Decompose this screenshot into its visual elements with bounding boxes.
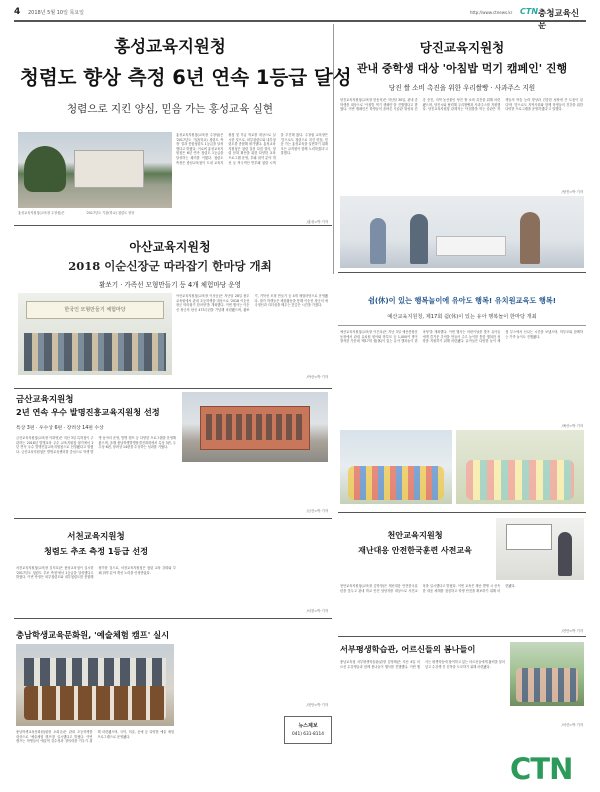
photo-caption: 홍성교육지원청(교육장 주창섭)은 [18, 211, 65, 215]
tipline-number[interactable]: 041) 631-8114 [292, 732, 324, 737]
kids-photo [340, 430, 452, 504]
photo-screen [506, 524, 552, 550]
photo-tree [24, 146, 66, 192]
tipline-box [284, 716, 332, 744]
page-header [14, 6, 586, 31]
section-rule [338, 636, 586, 637]
article-photo [340, 196, 584, 268]
article-body: 충남교육청 서부평생학습관(관장 김영태)은 지난 4일 어르신 수강생들과 함께 봄나들이 행사를 진행했다. 이번 행사는 평생학습에 참여하고 있는 어르신들에게 활력을 불어넣고 수강생 간 친목을 도모하기 위해 마련됐다. [340, 660, 505, 669]
footer-logo-text: CTN [510, 752, 573, 786]
site-url[interactable]: http://www.ctnews.kr [470, 10, 513, 15]
article-headline: 2018 이순신장군 따라잡기 한마당 개최 [68, 259, 272, 273]
section-rule [338, 512, 586, 513]
article-kicker: 홍성교육지원청 [114, 37, 226, 56]
article-photo [18, 293, 172, 375]
article-body: 홍성교육지원청(교육장 주창섭)은 '2017년도 기관(학교) 청렴도 측정' 결과 종합청렴도 1등급을 달성했다고 밝혔다. 이로써 홍성교육지원청은 6년 연속 청렴도 1등급을 달성하는 쾌거를 이뤘다. 청렴도 측정은 충남교육청이 도내 교육지원청 및 각급 학교를 대상으로 실시한 것으로, 외부청렴도와 내부청렴도를 종합해 평가했다. 홍성교육지원청은 청렴 실천 다짐 결의, 청렴 문화 확산을 위한 다양한 교육 프로그램 운영, 부패 취약 분야 개선 등 적극적인 반부패 청렴 시책을 추진해 왔다. 주창섭 교육장은 '앞으로도 청렴으로 지킨 양심, 믿음 가는 홍성교육을 실현하기 위해 모든 교직원이 함께 노력하겠다'고 말했다. [176, 133, 328, 165]
article-body: 서천교육지원청(교육장 김지호)은 충남교육청이 실시한 '2017년도 청렴도 추조 측정'에서 1등급을 달성했다고 밝혔다. 이번 측정은 외부청렴도와 내부청렴도를 종합해 평가한 것으로, 서천교육지원청은 청렴 교육 강화와 부패 취약 분야 개선 노력을 인정받았다. [16, 566, 176, 580]
article-body: 예산교육지원청(교육장 이은옥)은 지난 3일 예산종합운동장에서 관내 유치원 원아와 학부모 등 1,000여 명이 참석한 가운데 '제17회 쉼(休)이 있는 유아 행복놀이 한마당'을 개최했다. 이번 행사는 어린이날을 맞아 유아들에게 즐거운 추억을 만들어 주고 놀이를 통한 행복한 성장을 지원하기 위해 마련됐다. 유아들은 다양한 놀이 체험 부스에서 신나는 시간을 보냈으며, 학부모와 함께하는 가족 놀이도 진행됐다. [340, 330, 583, 344]
article-body: 금산교육지원청(교육장 이화영)은 지난 3일 특허청이 주관하는 2018년 발명교육 우수 교육지원청 평가에서 2년 연속 우수 발명진흥교육지원청으로 선정됐다고 밝혔다. 금산교육지원청은 발명교육센터를 중심으로 학생 발명 동아리 운영, 발명 캠프 등 다양한 프로그램을 운영해 왔으며, 올해 충남학생발명품경진대회에서 특상 3편, 우수상 6편, 장려상 14편을 수상하는 성과를 거뒀다. [16, 436, 176, 454]
article-credit: /예산=박 기자 [561, 424, 583, 428]
paper-name: 충청교육신문 [538, 9, 580, 31]
article-photo [510, 642, 584, 706]
article-body: 천안교육지원청(교육장 김학영)은 재난대응 안전한국훈련을 앞두고 관내 학교 안전 담당자를 대상으로 사전교육을 실시했다고 밝혔다. 이번 교육은 재난 발생 시 신속한 대응 체계를 점검하고 학생 안전을 확보하기 위해 마련됐다. [340, 584, 516, 593]
article-headline: 청렴도 향상 측정 6년 연속 1등급 달성 [20, 66, 352, 89]
photo-group [516, 668, 578, 702]
photo-table [436, 236, 506, 256]
article-subhead: 활쏘기 · 가족선 모형만들기 등 4개 체험마당 운영 [99, 281, 241, 289]
article-credit: /홍성=박 기자 [306, 220, 328, 224]
column-divider [333, 24, 334, 274]
article-headline: 청렴도 추조 측정 1등급 선정 [43, 546, 149, 556]
photo-banner: 한국인 모형만들기 체험마당 [26, 301, 164, 319]
article-subhead: 당진 쌀 소비 촉진을 위한 우리쌀빵 · 사과주스 지원 [388, 84, 536, 92]
article-credit: /금산=박 기자 [306, 509, 328, 513]
article-body: 당진교육지원청(교육장 한동석)은 지난달 30일, 관내 중학생을 대상으로 '아침밥 먹기 캠페인'을 진행했다고 밝혔다. 이번 캠페인은 학생들의 올바른 식습관 형성과 건강 증진, 지역 농산물인 당진 쌀 소비 촉진을 위해 마련됐으며, 당진시와 협력해 우리쌀빵과 사과주스를 지원했다. 당진교육지원청 관계자는 '아침밥을 먹는 습관은 학생들의 학습 능력 향상과 건강한 성장에 큰 도움이 된다'며 '앞으로도 지역사회와 함께 학생들의 건강을 위한 다양한 프로그램을 운영하겠다'고 말했다. [340, 98, 583, 112]
photo-windows [206, 414, 304, 440]
header-rule [14, 20, 586, 22]
photo-crowd [24, 333, 166, 371]
photo-presenter [558, 532, 572, 576]
article-subhead: 청렴으로 지킨 양심, 믿음 가는 홍성교육 실현 [67, 103, 273, 115]
photo-person [410, 214, 428, 264]
article-credit: /서산=박 기자 [561, 723, 583, 727]
article-photo [18, 132, 172, 208]
article-photo [182, 392, 328, 462]
header-logo: CTN [520, 7, 539, 16]
photo-drums [24, 686, 166, 720]
article-headline: 재난대응 안전한국훈련 사전교육 [358, 546, 472, 555]
article-body: 아산교육지원청(교육장 이상공)은 지난달 28일 충무교육원에서 관내 초등학생을 대상으로 '2018 이순신장군 따라잡기 한마당'을 개최했다. 이번 행사는 이순신 장군의 탄신 473주년을 기념해 마련됐으며, 활쏘기, 거북선 모형 만들기 등 4개 체험마당으로 운영됐다. 참가 학생들은 체험활동을 통해 이순신 장군의 애국정신과 리더십을 배우는 뜻깊은 시간을 가졌다. [176, 294, 328, 312]
article-body-right [182, 466, 328, 506]
article-headline: 서부평생학습관, 어르신들의 봄나들이 [340, 644, 476, 654]
kids-photo-2 [456, 430, 584, 504]
article-subhead: 특상 3편 · 우수상 6편 · 장려상 14편 수상 [16, 426, 104, 431]
article-headline: 충남학생교육문화원, '예술체험 캠프' 실시 [16, 630, 170, 640]
article-credit: /당진=박 기자 [561, 190, 583, 194]
article-kicker: 서천교육지원청 [67, 532, 125, 542]
article-credit: /천안=박 기자 [561, 629, 583, 633]
section-rule [14, 618, 332, 619]
photo-children [348, 466, 444, 500]
photo-person [520, 212, 540, 264]
section-rule [14, 518, 332, 519]
footer-logo [510, 752, 590, 788]
article-kicker: 당진교육지원청 [419, 40, 505, 55]
photo-person [370, 218, 386, 264]
article-kicker: 천안교육지원청 [387, 530, 443, 540]
tipline-label: 뉴스제보 [298, 723, 318, 729]
issue-date: 2018년 5월 10일 목요일 [28, 10, 85, 16]
photo-students [24, 658, 166, 686]
section-rule [14, 388, 332, 389]
article-kicker: 금산교육지원청 [16, 395, 74, 405]
page-number: 4 [14, 7, 21, 17]
article-headline: 쉼(休)이 있는 행복놀이에 유아도 행복! 유치원교육도 행복! [367, 296, 557, 305]
headline-rule [338, 272, 586, 273]
article-credit: /서천=박 기자 [306, 609, 328, 613]
article-photo [496, 518, 584, 580]
photo-caption-right: '2017년도 기관(학교) 청렴도 향상 [86, 211, 135, 215]
article-credit: /아산=박 기자 [306, 375, 328, 379]
article-credit: /천안=박 기자 [306, 703, 328, 707]
photo-children [466, 460, 574, 500]
article-subhead: 예산교육지원청, 제17회 쉼(休)이 있는 유아 행복놀이 한마당 개최 [387, 314, 537, 320]
subhead-rule [338, 325, 586, 326]
photo-building [74, 150, 144, 188]
article-headline: 관내 중학생 대상 '아침밥 먹기 캠페인' 진행 [356, 62, 568, 75]
article-headline: 2년 연속 우수 발명진흥교육지원청 선정 [16, 407, 160, 417]
article-body-right [182, 530, 328, 600]
article-photo [16, 644, 174, 726]
article-body: 충남학생교육문화원(원장 오희규)은 관내 초등학생을 대상으로 '예술체험 캠프'를 실시했다고 밝혔다. 이번 캠프는 학생들의 예술적 감수성과 창의력을 키우기 위해 마련됐으며, 국악, 미술, 공예 등 다양한 예술 체험 프로그램으로 운영됐다. [16, 730, 174, 744]
section-rule [14, 225, 332, 226]
article-kicker: 아산교육지원청 [129, 240, 211, 254]
